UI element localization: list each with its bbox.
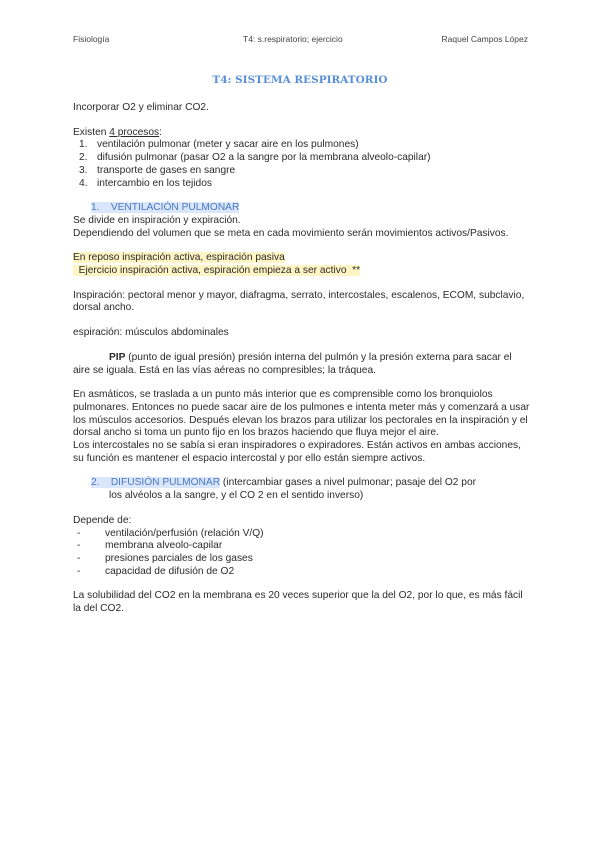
item-number: 4. <box>79 177 88 189</box>
section-2-label <box>91 477 220 488</box>
bullet-dash: - <box>77 527 81 539</box>
section-2-description-cont: los alvéolos a la sangre, y el CO 2 en el sentido inverso) <box>109 490 364 502</box>
item-text: transporte de gases en sangre <box>97 164 236 176</box>
processes-pre: Existen <box>73 126 110 138</box>
item-text: membrana alveolo-capilar <box>105 540 223 552</box>
header-topic: T4: s.respiratorio; ejercicio <box>243 34 343 44</box>
processes-post: : <box>159 126 162 138</box>
item-text: presiones parciales de los gases <box>105 552 253 564</box>
list-item <box>73 528 531 541</box>
bullet-dash: - <box>77 552 81 564</box>
bullet-dash: - <box>77 540 81 552</box>
item-number: 1. <box>79 139 88 151</box>
bullet-dash: - <box>77 565 81 577</box>
intro-paragraph: Incorporar O2 y eliminar CO2. <box>73 102 209 113</box>
expiration-paragraph: espiración: músculos abdominales <box>73 327 229 339</box>
item-text: ventilación/perfusión (relación V/Q) <box>105 527 264 539</box>
item-number: 3. <box>79 164 88 176</box>
document-body <box>73 102 531 616</box>
factors-list <box>73 528 531 579</box>
item-text: difusión pulmonar (pasar O2 a la sangre por la membrana alveolo-capilar) <box>97 152 431 164</box>
depends-label: Depende de: <box>73 514 132 526</box>
list-item <box>79 152 531 165</box>
section-2-description: (intercambiar gases a nivel pulmonar; pasaje del O2 por <box>220 477 477 489</box>
s1-paragraph-2: Dependiendo del volumen que se meta en cada movimiento serán movimientos activos/Pasivos. <box>73 227 509 239</box>
highlight-rest-text: En reposo inspiración activa, espiración pasiva <box>73 252 285 264</box>
item-number: 2. <box>79 152 88 164</box>
section-1-title: VENTILACIÓN PULMONAR <box>110 202 240 214</box>
section-1-heading <box>73 202 531 215</box>
pip-definition: (punto de igual presión) presión interna del pulmón y la presión externa para sacar el aire se iguala. Está en las vías aéreas no compresibles; la tráquea. <box>73 351 512 376</box>
section-1-number: 1. <box>91 202 100 214</box>
pip-paragraph <box>73 352 531 377</box>
highlight-exercise <box>73 265 531 278</box>
processes-list <box>73 139 531 190</box>
document-title: T4: SISTEMA RESPIRATORIO <box>212 74 388 86</box>
list-item <box>79 177 531 191</box>
pip-term: PIP <box>109 351 126 363</box>
item-text: intercambio en los tejidos <box>97 177 212 189</box>
page-header <box>73 34 528 48</box>
section-2-title: DIFUSIÓN PULMONAR <box>110 477 221 489</box>
section-2-heading <box>73 477 531 490</box>
highlight-rest <box>73 252 531 265</box>
list-item <box>79 164 531 178</box>
s1-paragraph-1: Se divide en inspiración y expiración. <box>73 214 241 226</box>
section-1-label <box>91 202 239 213</box>
header-author: Raquel Campos López <box>441 34 528 44</box>
intercostal-paragraph: Los intercostales no se sabía si eran inspiradores o expiradores. Están activos en ambas acciones, su función es mantener el espacio intercostal y por ello están siempre activos. <box>73 440 521 464</box>
header-subject: Fisiología <box>73 34 110 44</box>
section-2-number: 2. <box>91 477 100 489</box>
list-item <box>79 139 531 152</box>
processes-intro <box>73 127 531 140</box>
processes-count: 4 procesos <box>109 126 160 138</box>
inspiration-paragraph: Inspiración: pectoral menor y mayor, diafragma, serrato, intercostales, escalenos, ECOM, subclavio, dorsal ancho. <box>73 289 525 314</box>
list-item <box>73 566 531 579</box>
item-text: capacidad de difusión de O2 <box>105 565 235 577</box>
list-item <box>73 540 531 553</box>
list-item <box>73 553 531 566</box>
solubility-paragraph: La solubilidad del CO2 en la membrana es 20 veces superior que la del O2, por lo que, es más fácil la del CO2. <box>73 590 523 615</box>
asthma-paragraph: En asmáticos, se traslada a un punto más interior que es comprensible como los bronquiolos pulmonares. Entonces no puede sacar aire de los pulmones e intenta meter más y comenzará a usar los músculos accesorios. Después elevan los brazos para utilizar los pectorales en la inspiración y el dorsal ancho si toma un punto fijo en los brazos haciendo que fluya mejor el aire. <box>73 389 530 439</box>
highlight-exercise-text: Ejercicio inspiración activa, espiración empieza a ser activo ** <box>73 265 361 277</box>
item-text: ventilación pulmonar (meter y sacar aire en los pulmones) <box>97 139 359 151</box>
